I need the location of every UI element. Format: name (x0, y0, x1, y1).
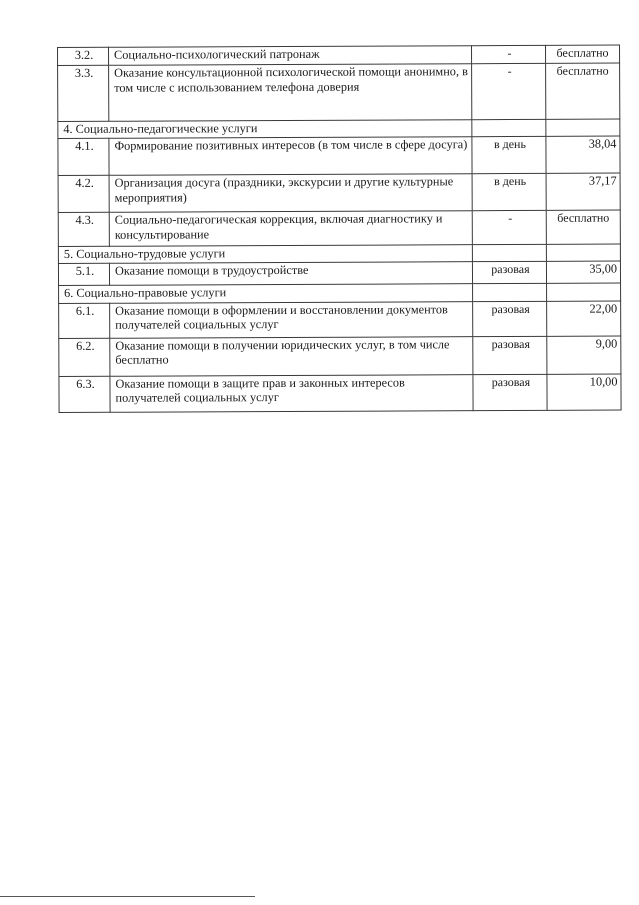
service-unit: - (472, 63, 546, 119)
service-unit: - (472, 210, 546, 244)
footnote-separator (0, 896, 255, 897)
table-row (58, 136, 620, 175)
service-unit: разовая (472, 261, 546, 283)
service-price: бесплатно (546, 63, 620, 119)
section-title: 6. Социально-правовые услуги (59, 283, 473, 303)
service-number: 3.3. (58, 65, 109, 121)
service-price: 10,00 (547, 374, 621, 410)
service-number: 6.1. (59, 303, 110, 338)
table-row (58, 63, 620, 121)
service-unit: разовая (473, 301, 547, 336)
service-name: Оказание помощи в оформлении и восстановлении документов получателей социальных услуг (110, 301, 473, 338)
tariff-table (57, 45, 622, 413)
service-name: Оказание помощи в трудоустройстве (109, 261, 472, 285)
service-name: Оказание помощи в защите прав и законных интересов получателей социальных услуг (110, 374, 473, 412)
service-price: 35,00 (546, 261, 620, 283)
empty-cell (546, 119, 620, 136)
service-number: 3.2. (58, 47, 109, 65)
service-number: 4.1. (58, 138, 109, 175)
service-price: 38,04 (546, 136, 620, 173)
service-unit: разовая (473, 374, 547, 410)
table-row (59, 374, 621, 412)
service-price: бесплатно (546, 210, 620, 244)
empty-cell (547, 283, 621, 301)
service-number: 4.2. (58, 175, 109, 212)
service-name: Социально-педагогическая коррекция, включая диагностику и консультирование (109, 211, 472, 247)
section-title: 5. Социально-трудовые услуги (58, 245, 472, 263)
empty-cell (472, 119, 546, 136)
service-price: 22,00 (547, 301, 621, 336)
table-row (59, 336, 621, 376)
service-number: 6.2. (59, 338, 110, 376)
service-price: бесплатно (545, 45, 619, 63)
table-row (58, 210, 620, 246)
service-price: 9,00 (547, 336, 621, 374)
table-row (59, 301, 621, 338)
service-name: Формирование позитивных интересов (в том числе в сфере досуга) (109, 137, 472, 176)
service-unit: разовая (473, 336, 547, 374)
service-name: Оказание помощи в получении юридических услуг, в том числе бесплатно (110, 336, 473, 376)
service-name: Оказание консультационной психологической помощи анонимно, в том числе с использованием телефона доверия (109, 64, 472, 122)
empty-cell (546, 244, 620, 261)
service-number: 5.1. (58, 263, 109, 285)
service-unit: в день (472, 136, 546, 173)
service-name: Организация досуга (праздники, экскурсии и другие культурные мероприятия) (109, 174, 472, 213)
empty-cell (472, 244, 546, 261)
empty-cell (473, 283, 547, 301)
service-number: 6.3. (59, 376, 110, 412)
section-title: 4. Социально-педагогические услуги (58, 120, 472, 139)
service-unit: - (471, 45, 545, 63)
service-unit: в день (472, 173, 546, 210)
service-price: 37,17 (546, 173, 620, 210)
service-number: 4.3. (58, 212, 109, 246)
table-row (58, 173, 620, 212)
table-row (58, 261, 620, 285)
service-name: Социально-психологический патронаж (109, 46, 472, 66)
